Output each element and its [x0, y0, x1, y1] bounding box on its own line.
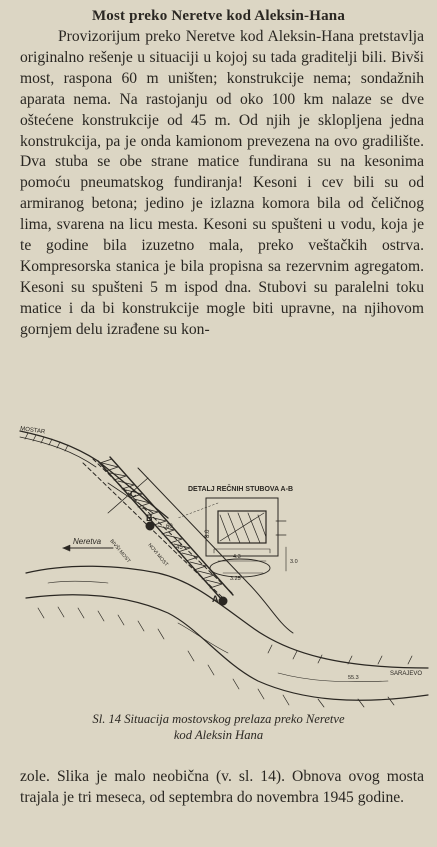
road-hatching [25, 433, 68, 451]
figure-caption [0, 711, 437, 743]
dim-325-label: 3.25 [230, 576, 241, 582]
point-a-marker [219, 597, 227, 605]
paragraph-2 [20, 767, 424, 809]
neretva-label: Neretva [73, 537, 102, 546]
dim-30-label: 3.0 [290, 559, 298, 565]
detail-pier-hatch [220, 513, 266, 543]
paragraph-1 [20, 27, 424, 341]
old-bridge-label: BIVŠI MOST [108, 538, 132, 565]
new-bridge-label: NOVI MOST [146, 542, 170, 568]
dim-43-label: 4.3 [233, 554, 241, 560]
span-45-label: 45 [176, 545, 183, 551]
mostar-label: MOSTAR [19, 426, 46, 436]
paragraph-1-text: Provizorijum preko Neretve kod Aleksin-Hana pretstavlja originalno rešenje u situaciji u kojoj su tada graditelji bili. Bivši most, raspona 60 m uništen; konstrukcije nema; sondažnih aparata nema. Na rastojanju od oko 100 km nalaze se dve oštećene konstrukcije od 45 m. Od njih je sklopljena jedna konstrukcija, pa je onda kamionom prevezena na ovo gradilište. Dva stuba se obe strane matice fundirana su na kesonima pomoću pneumatskog fundiranja! Kesoni i cev bili su od armiranog betona; jedino je izlazna komora bila od čeličnog lima, svarena na licu mesta. Kesoni su spušteni u vodu, koja je te godine bila izuzetno mala, preko veštačkih ostrva. Kompresorska stanica je bila propisna sa rezervnim agregatom. Kesoni su spušteni 5 m ispod dna. Stubovi su paralelni toku matice i da bi konstrukcije mogle biti upravne, na njihovom gornjem delu izrađene su kon- [20, 28, 424, 338]
road-line [20, 431, 168, 518]
article-title: Most preko Neretve kod Aleksin-Hana [91, 8, 346, 24]
leader-line [178, 503, 218, 518]
paragraph-2-text: zole. Slika je malo neobična (v. sl. 14). Obnova ovog mosta trajala je tri meseca, od septembra do novembra 1945 godine. [20, 768, 424, 806]
terrain-hatching [38, 607, 394, 707]
detail-title: DETALJ REČNIH STUBOVA A-B [188, 486, 293, 493]
point-b-marker [146, 522, 154, 530]
figure-caption-line-2: kod Aleksin Hana [173, 728, 264, 742]
dim-8-label: 8.0 [205, 529, 211, 538]
span-60-label: 60 [166, 524, 173, 530]
sarajevo-label: SARAJEVO [390, 671, 423, 677]
new-bridge-truss [100, 459, 222, 588]
point-a-label: A [212, 594, 219, 604]
bridge-situation-figure [18, 423, 430, 709]
dim-553-label: 55.3 [348, 675, 359, 681]
neretva-arrowhead [63, 545, 70, 551]
river-bank-lower [26, 595, 428, 701]
point-b-label: B [146, 513, 153, 523]
figure-caption-line-1: Sl. 14 Situacija mostovskog prelaza preko Neretve [92, 712, 345, 726]
point-c-label: C [130, 489, 137, 499]
